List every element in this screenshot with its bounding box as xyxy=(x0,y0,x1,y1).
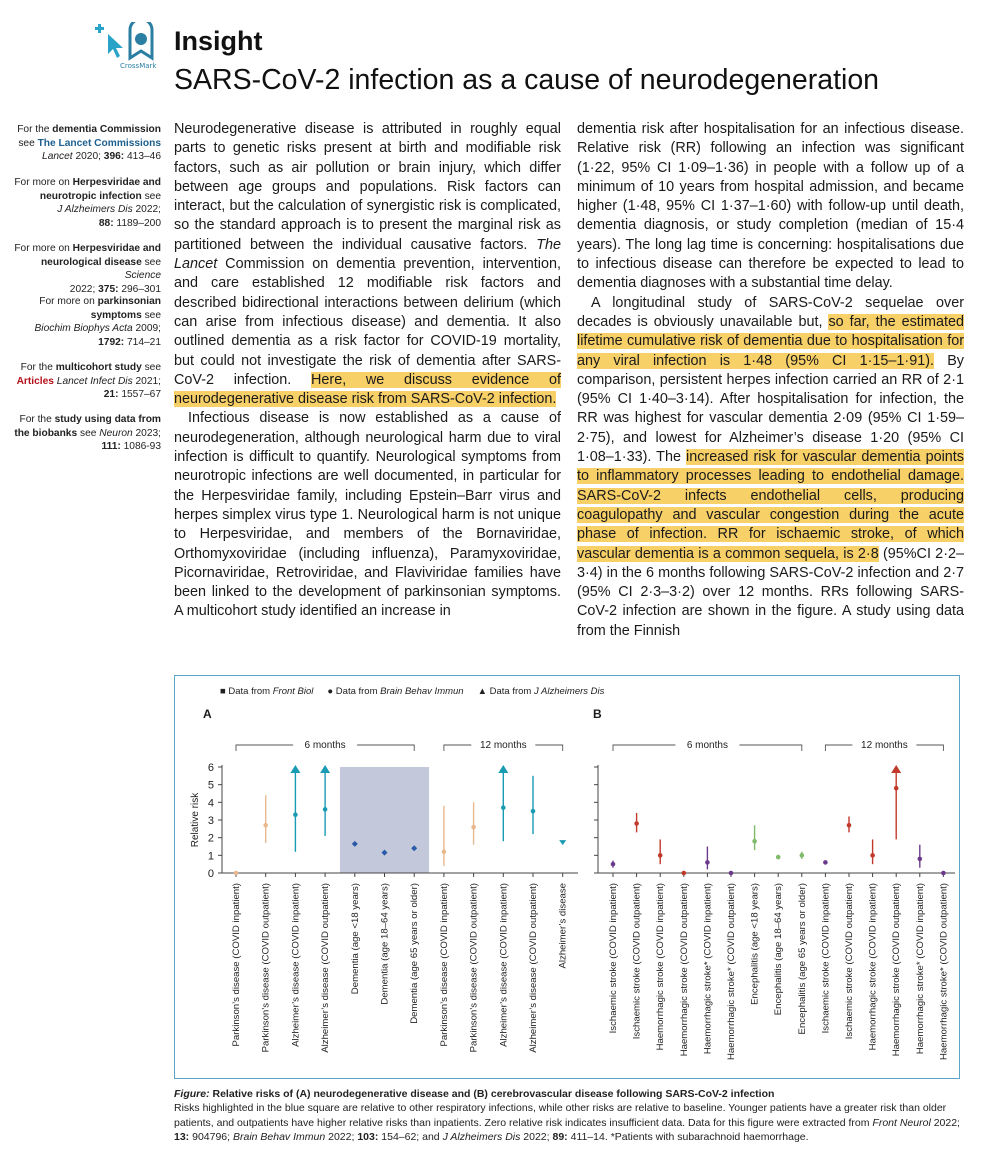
category-label: Ischaemic stroke (COVID outpatient) xyxy=(631,883,643,1040)
highlight-intro: Here, we discuss evidence of neurodegenerative disease risk from SARS-CoV-2 infection. xyxy=(174,371,562,408)
y-tick-label: 4 xyxy=(207,797,214,810)
crossmark-label: CrossMark xyxy=(120,62,157,70)
data-point xyxy=(776,855,781,860)
group-label: 12 months xyxy=(861,740,908,751)
category-label: Haemorrhagic stroke* (COVID inpatient) xyxy=(702,883,714,1055)
category-label: Parkinson’s disease (COVID outpatient) xyxy=(260,883,272,1053)
panel-a-plot xyxy=(190,737,578,1053)
category-label: Haemorrhagic stroke* (COVID outpatient) xyxy=(938,883,950,1061)
data-point xyxy=(658,853,663,858)
data-point xyxy=(323,807,328,812)
panel-a-label: A xyxy=(203,707,212,721)
y-tick-label: 5 xyxy=(207,779,214,792)
sidenote-herpesviridae-neurological: For more on Herpesviridae and neurological disease see Science 2022; 375: 296–301 xyxy=(14,243,161,295)
category-label: Haemorrhagic stroke (COVID outpatient) xyxy=(678,883,690,1057)
paragraph-intro: Neurodegenerative disease is attributed in roughly equal parts to genetic risks present at birth and modifiable risk factors, such as air pollution or brain injury, which differ between age groups and populations. Risk factors can interact, but the calculation of synergistic risk is complicated, so the standard approach is to present the marginal risk as partitioned between the individual causative factors. The Lancet Commission on dementia prevention, intervention, and care established 12 modifiable risk factors and described bidirectional interactions between delirium (which can arise from infectious disease) and dementia. It also outlined dementia as a risk factor for COVID-19 mortality, but could not investigate the risk of dementia after SARS-CoV-2 infection. Here, we discuss evidence of neurodegenerative disease risk from SARS-CoV-2 infection. xyxy=(174,121,562,408)
category-label: Ischaemic stroke (COVID inpatient) xyxy=(820,883,832,1034)
data-point xyxy=(471,825,476,830)
error-bar-arrow xyxy=(290,765,300,773)
category-label: Haemorrhagic stroke* (COVID outpatient) xyxy=(726,883,737,1061)
category-label: Alzheimer’s disease (COVID inpatient) xyxy=(290,883,302,1047)
category-label: Alzheimer’s disease xyxy=(557,883,569,969)
sidenote-herpesviridae-neurotropic: For more on Herpesviridae and neurotropic infection see J Alzheimers Dis 2022; 88: 1189–200 xyxy=(14,177,161,229)
sidenote-multicohort: For the multicohort study see Articles Lancet Infect Dis 2021; 21: 1557–67 xyxy=(16,362,161,401)
y-tick-label: 2 xyxy=(207,832,214,845)
data-point xyxy=(800,853,805,858)
category-label: Parkinson’s disease (COVID outpatient) xyxy=(468,883,480,1053)
category-label: Haemorrhagic stroke (COVID inpatient) xyxy=(655,883,667,1051)
article-title: SARS-CoV-2 infection as a cause of neurodegeneration xyxy=(174,64,880,96)
error-bar-arrow xyxy=(320,765,330,773)
y-tick-label: 0 xyxy=(207,868,214,880)
sidenote-parkinsonian: For more on parkinsonian symptoms see Biochim Biophys Acta 2009; 1792: 714–21 xyxy=(34,296,161,348)
paragraph-longitudinal: A longitudinal study of SARS-CoV-2 sequelae over decades is obviously unavailable but, so far, the estimated lifetime cumulative risk of dementia due to hospitalisation for any viral infection is 1·48 (95% CI 1·15–1·91). By comparison, persistent herpes infection carried an RR of 2·1 (95% CI 1·40–3·14). After hospitalisation for infection, the RR was highest for vascular dementia 2·09 (95% CI 1·59–2·75), and lowest for Alzheimer’s disease 1·20 (95% CI 1·08–1·33). The increased risk for vascular dementia points to inflammatory processes leading to endothelial damage. SARS-CoV-2 infects endothelial cells, producing coagulopathy and vascular congestion during the acute phase of infection. RR for ischaemic stroke, of which vascular dementia is a common sequela, is 2·8 (95%CI 2·2–3·4) in the 6 months following SARS-CoV-2 infection and 2·7 (95% CI 2·3–3·2) over 12 months. RRs following SARS-CoV-2 infection are shown in the figure. A study using data from the Finnish xyxy=(577,294,965,639)
data-point xyxy=(293,812,298,817)
category-label: Encephalitis (age 18–64 years) xyxy=(773,883,785,1016)
category-label: Ischaemic stroke (COVID outpatient) xyxy=(844,883,855,1040)
paragraph-infectious: Infectious disease is now established as a cause of neurodegeneration, although neurological harm due to viral infection is difficult to quantify. Neurological symptoms from neurotropic infections are well documented, in particular for the Herpesviridae family, including Epstein–Barr virus and herpes simplex virus type 1. Neurological harm is not unique to Herpesviridae, and members of the Bornaviridae, Orthomyxoviridae (including influenza), Paramyxoviridae, Picornaviridae, Retroviridae, and Flaviviridae families have been linked to the development of parkinsonian symptoms. A multicohort study identified an increase in xyxy=(174,410,561,620)
sidenote-biobanks: For the study using data from the biobanks see Neuron 2023; 111: 1086-93 xyxy=(14,414,161,453)
data-point xyxy=(705,860,710,865)
data-point xyxy=(729,871,734,876)
category-label: Haemorrhagic stroke (COVID inpatient) xyxy=(867,883,879,1051)
data-point xyxy=(559,840,566,845)
category-label: Ischaemic stroke (COVID inpatient) xyxy=(608,883,619,1034)
category-label: Dementia (age 18–64 years) xyxy=(379,883,391,1005)
data-point xyxy=(501,805,506,810)
sidenote-dementia-commission: For the dementia Commission see The Lancet Commissions Lancet 2020; 396: 413–46 xyxy=(17,124,161,163)
y-tick-label: 1 xyxy=(207,850,214,863)
panel-b-label: B xyxy=(593,707,602,721)
legend-front-biol: ■ Data from Front Biol xyxy=(220,686,314,697)
data-point xyxy=(442,850,447,855)
data-point xyxy=(531,809,536,814)
category-label: Haemorrhagic stroke (COVID outpatient) xyxy=(891,883,903,1057)
data-point xyxy=(870,853,875,858)
data-point xyxy=(611,862,616,867)
category-label: Alzheimer’s disease (COVID inpatient) xyxy=(498,883,510,1047)
category-label: Haemorrhagic stroke* (COVID inpatient) xyxy=(914,883,926,1055)
legend-brain-behav-immun: ● Data from Brain Behav Immun xyxy=(327,686,464,697)
data-point xyxy=(918,857,923,862)
data-point xyxy=(682,871,687,876)
error-bar-arrow xyxy=(498,765,508,773)
figure-caption: Figure: Relative risks of (A) neurodegenerative disease and (B) cerebrovascular disease following SARS-CoV-2 infection Risks highlighted in the blue square are relative to other respiratory infections, while other risks are relative to baseline. Younger patients have a greater risk than older patients, and outpatients have higher relative risks than inpatients. Zero relative risk indicates insufficient data. Data for this figure were extracted from Front Neurol 2022; 13: 904796; Brain Behav Immun 2022; 103: 154–62; and J Alzheimers Dis 2022; 89: 411–14. *Patients with subarachnoid haemorrhage. xyxy=(174,1088,960,1143)
group-label: 6 months xyxy=(304,740,346,751)
category-label: Dementia (age 65 years or older) xyxy=(409,883,421,1024)
shaded-region xyxy=(340,767,429,873)
paragraph-relative-risk: dementia risk after hospitalisation for an infectious disease. Relative risk (RR) following an infection was significant (1·22, 95% CI 1·09–1·36) in people with a follow up of a minimum of 10 years from hospital admission, and became higher (1·48, 95% CI 1·37–1·60) with follow-up until death, dementia diagnosis, or study completion (median of 15·4 years). The long lag time is concerning: hospitalisations due to infectious disease can therefore be expected to lead to dementia diagnoses with a substantial time delay. xyxy=(577,121,964,292)
legend-j-alzheimers-dis: ▲ Data from J Alzheimers Dis xyxy=(477,686,605,697)
y-tick-label: 6 xyxy=(207,762,214,774)
panel-b-plot xyxy=(594,737,955,1060)
highlight-vascular: increased risk for vascular dementia points to inflammatory processes leading to endothelial damage. SARS-CoV-2 infects endothelial cells, producing coagulopathy and vascular congestion during the acute phase of infection. RR for ischaemic stroke, of which vascular dementia is a common sequela, is 2·8 xyxy=(577,449,965,562)
category-label: Encephalitis (age 65 years or older) xyxy=(796,883,808,1035)
error-bar-arrow xyxy=(891,765,901,773)
data-point xyxy=(941,871,946,876)
group-label: 12 months xyxy=(479,740,527,751)
category-label: Alzheimer’s disease (COVID outpatient) xyxy=(320,883,332,1053)
category-label: Encephalitis (age <18 years) xyxy=(749,883,761,1005)
y-tick-label: 3 xyxy=(207,815,214,827)
data-point xyxy=(634,821,639,826)
data-point xyxy=(823,860,828,865)
data-point xyxy=(234,871,239,876)
articles-link[interactable]: Articles xyxy=(16,375,54,387)
lancet-commissions-link[interactable]: The Lancet Commissions xyxy=(37,137,161,149)
category-label: Parkinson’s disease (COVID inpatient) xyxy=(231,883,242,1047)
category-label: Dementia (age <18 years) xyxy=(349,883,361,995)
data-point xyxy=(263,823,268,828)
category-label: Alzheimer’s disease (COVID outpatient) xyxy=(528,883,539,1053)
section-title: Insight xyxy=(174,26,263,56)
category-label: Parkinson’s disease (COVID inpatient) xyxy=(438,883,450,1047)
data-point xyxy=(894,786,899,791)
group-label: 6 months xyxy=(686,740,728,751)
highlight-lifetime-risk: so far, the estimated lifetime cumulative risk of dementia due to hospitalisation for any viral infection is 1·48 (95% CI 1·15–1·91). xyxy=(577,313,964,369)
y-axis-label: Relative risk xyxy=(190,792,201,848)
data-point xyxy=(752,839,757,844)
data-point xyxy=(847,823,852,828)
